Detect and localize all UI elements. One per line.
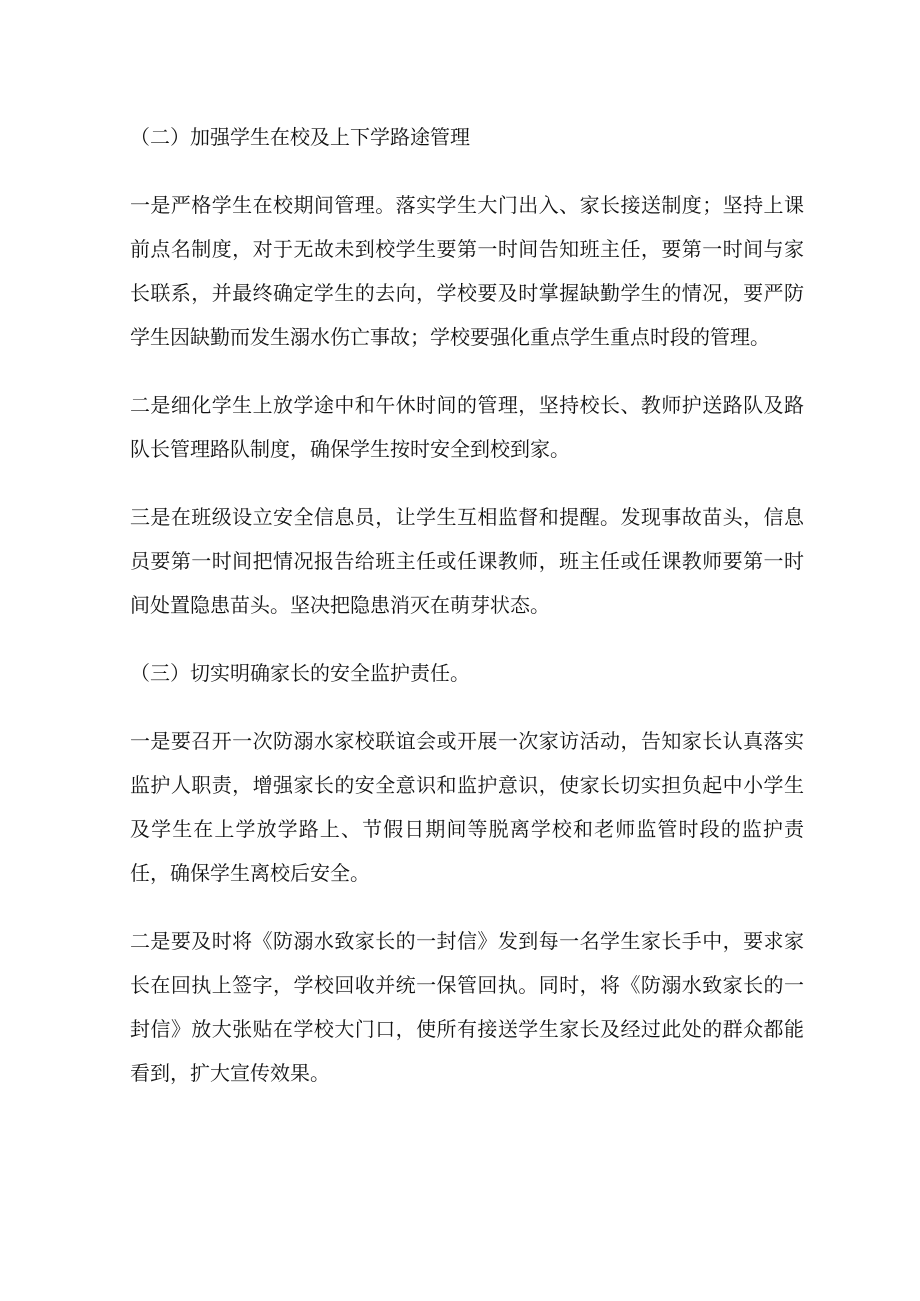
paragraph-3: 三是在班级设立安全信息员，让学生互相监督和提醒。发现事故苗头，信息员要第一时间把情况报告给班主任或任课教师，班主任或任课教师要第一时间处置隐患苗头。坚决把隐患消灭在萌芽状态。 bbox=[130, 505, 804, 617]
paragraph-2: 二是细化学生上放学途中和午休时间的管理，坚持校长、教师护送路队及路队长管理路队制度，确保学生按时安全到校到家。 bbox=[130, 393, 804, 461]
document-body bbox=[130, 115, 804, 1119]
paragraph-1: 一是严格学生在校期间管理。落实学生大门出入、家长接送制度；坚持上课前点名制度，对于无故未到校学生要第一时间告知班主任，要第一时间与家长联系，并最终确定学生的去向，学校要及时掌握缺勤学生的情况，要严防学生因缺勤而发生溺水伤亡事故；学校要强化重点学生重点时段的管理。 bbox=[130, 193, 804, 349]
paragraph-4: 一是要召开一次防溺水家校联谊会或开展一次家访活动，告知家长认真落实监护人职责，增强家长的安全意识和监护意识，使家长切实担负起中小学生及学生在上学放学路上、节假日期间等脱离学校和老师监管时段的监护责任，确保学生离校后安全。 bbox=[130, 729, 804, 885]
paragraph-5: 二是要及时将《防溺水致家长的一封信》发到每一名学生家长手中，要求家长在回执上签字，学校回收并统一保管回执。同时，将《防溺水致家长的一封信》放大张贴在学校大门口，使所有接送学生家长及经过此处的群众都能看到，扩大宣传效果。 bbox=[130, 929, 804, 1085]
section-heading-3: （三）切实明确家长的安全监护责任。 bbox=[130, 661, 470, 685]
section-heading-2: （二）加强学生在校及上下学路途管理 bbox=[130, 125, 470, 149]
